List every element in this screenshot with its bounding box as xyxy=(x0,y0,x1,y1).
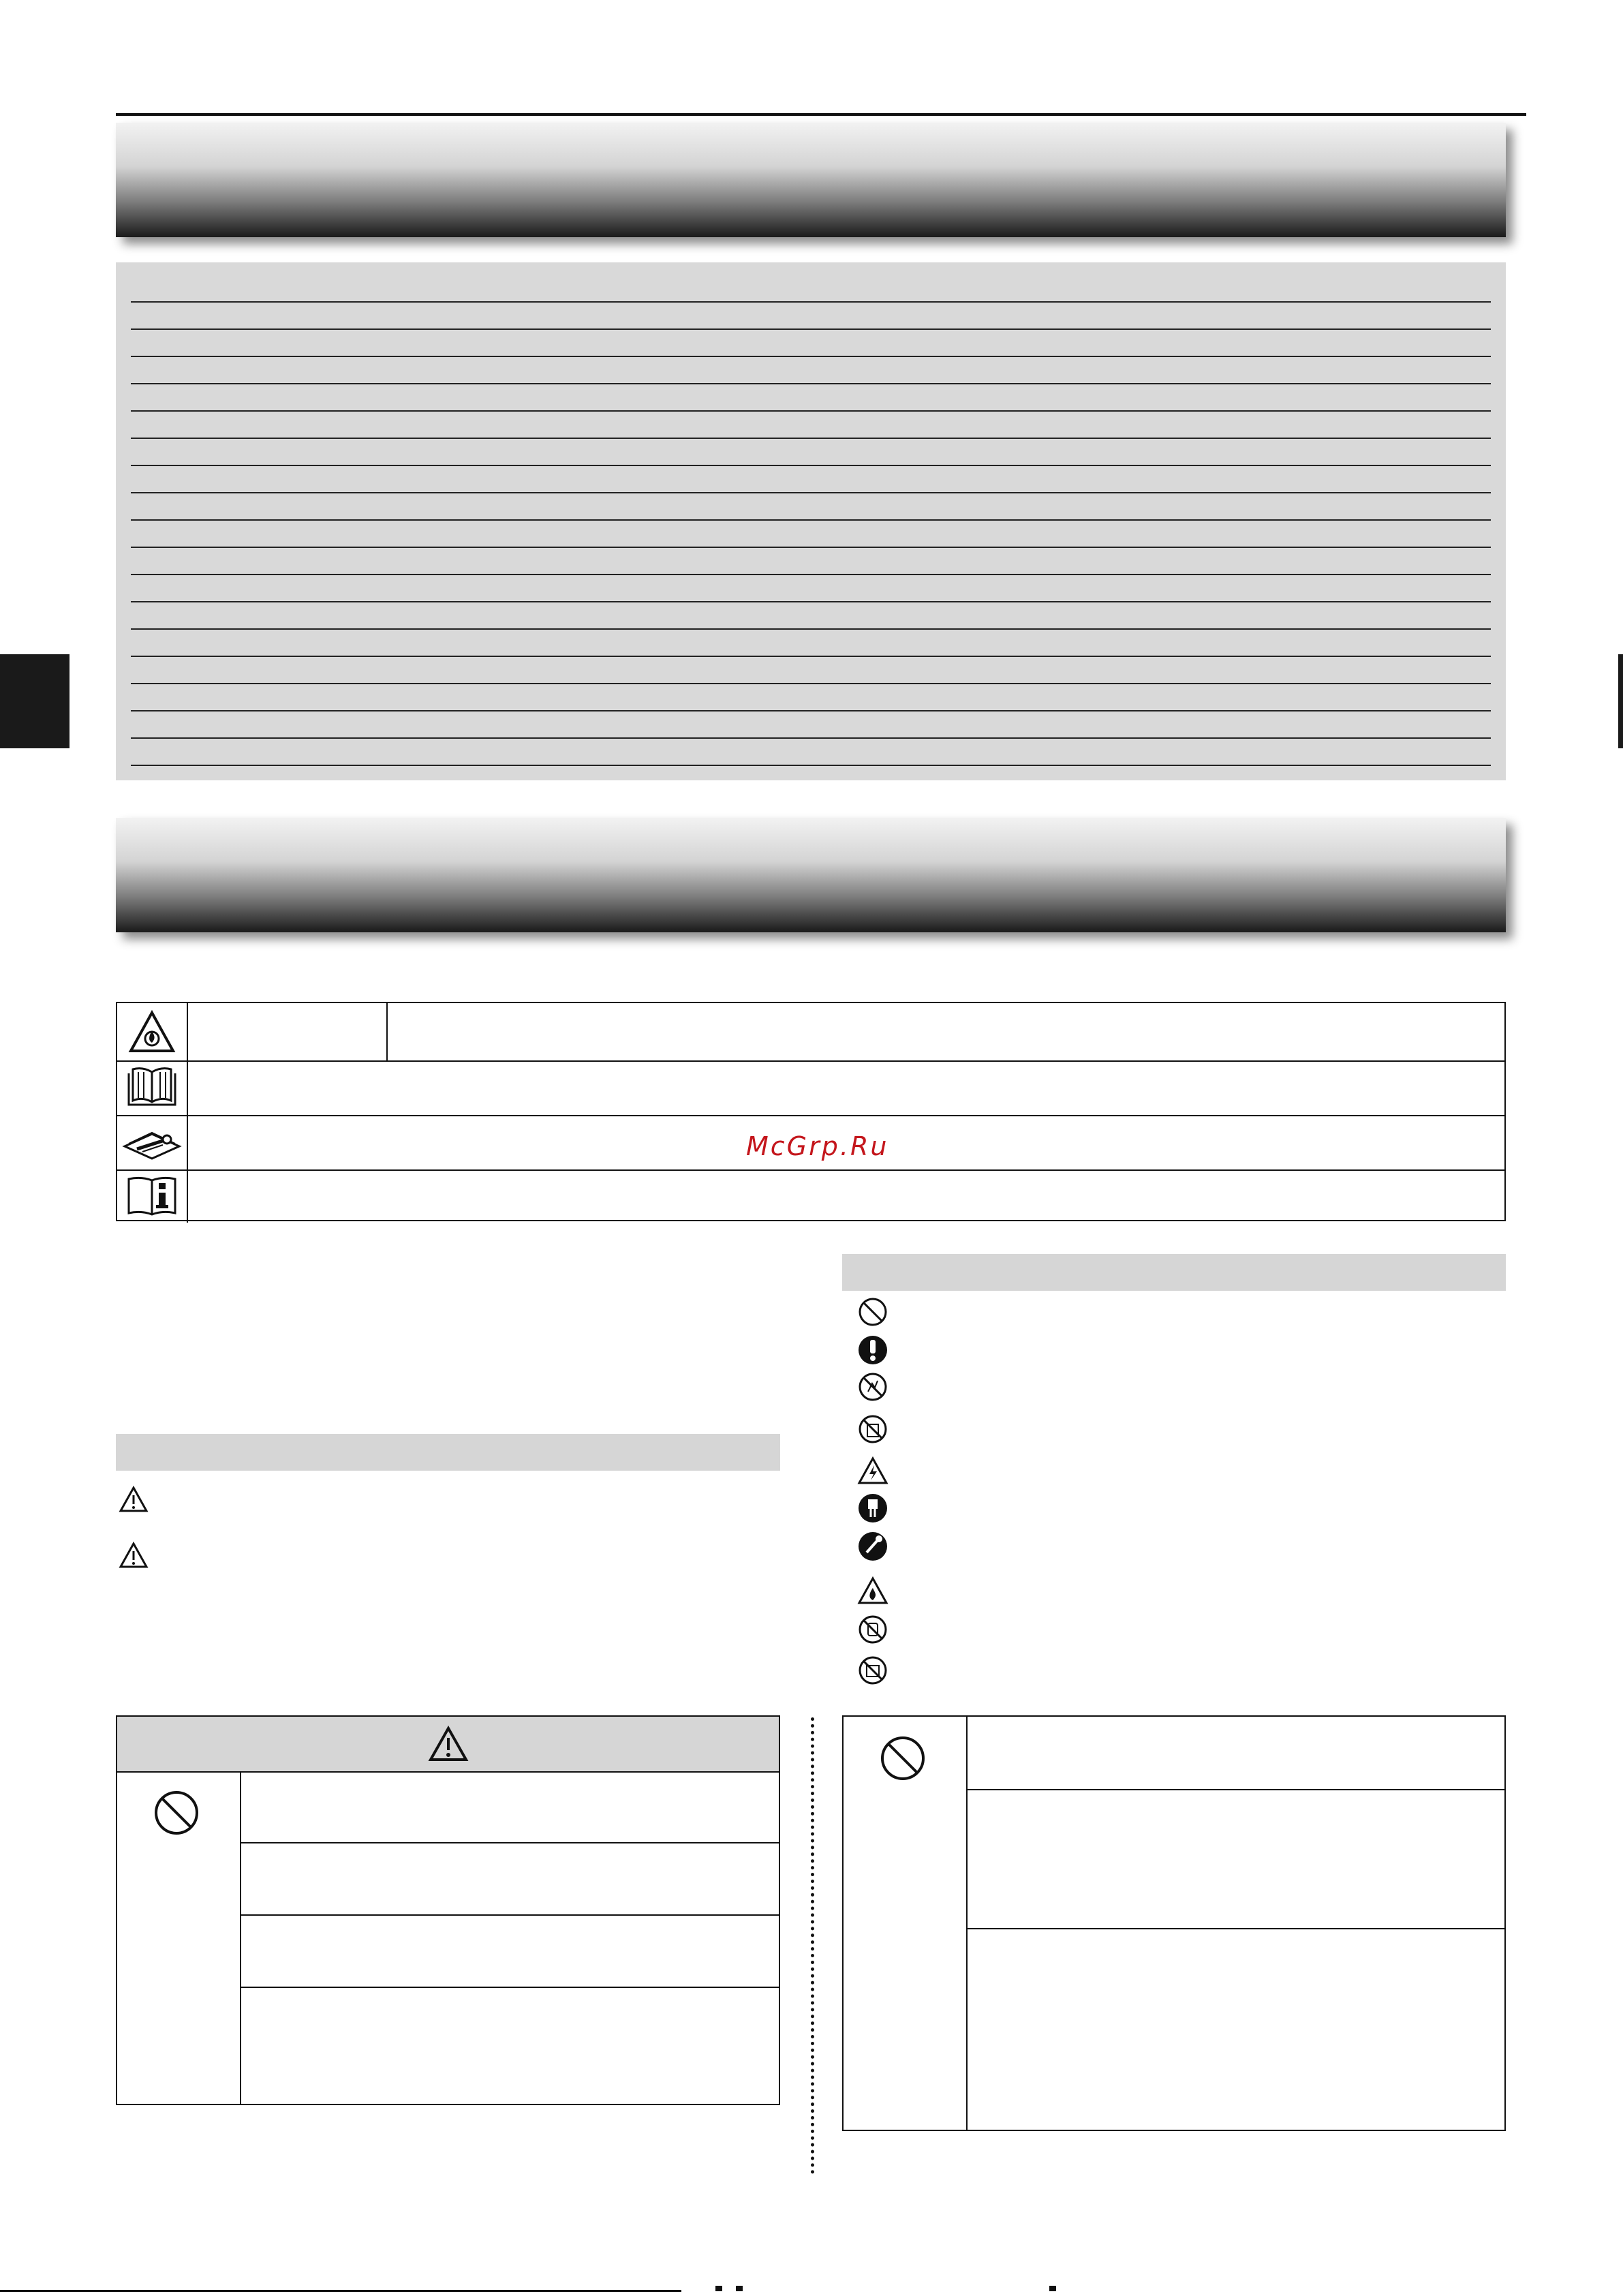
manual-book-icon xyxy=(117,1060,188,1115)
warning-box-left xyxy=(116,1715,780,2105)
warning-item xyxy=(240,1916,779,1988)
information-icon xyxy=(117,1169,188,1223)
warning-icon-column xyxy=(117,1771,241,2104)
safety-banner xyxy=(116,818,1506,932)
contents-line xyxy=(131,356,1491,357)
warning-item xyxy=(966,1790,1504,1929)
contents-line xyxy=(131,683,1491,684)
earth-ground-icon xyxy=(857,1531,888,1562)
footer-mark xyxy=(715,2286,722,2291)
contents-line xyxy=(131,410,1491,412)
section-tab-marker xyxy=(0,654,69,748)
contents-line xyxy=(131,710,1491,711)
contents-line xyxy=(131,601,1491,602)
fire-hazard-icon xyxy=(857,1576,888,1607)
mandatory-icon xyxy=(857,1334,888,1366)
symbol-row-flammable xyxy=(117,1003,1504,1062)
flammable-warning-icon xyxy=(117,1003,188,1060)
no-touch-icon xyxy=(857,1614,888,1645)
symbol-row-information xyxy=(117,1169,1504,1223)
symbol-row-manual xyxy=(117,1060,1504,1116)
contents-line xyxy=(131,547,1491,548)
symbol-meaning-bar xyxy=(116,1434,780,1471)
contents-line xyxy=(131,492,1491,493)
symbols-table xyxy=(116,1002,1506,1221)
contents-line xyxy=(131,383,1491,384)
prohibited-icon xyxy=(857,1296,888,1328)
service-manual-icon xyxy=(117,1115,188,1169)
contents-line xyxy=(131,465,1491,466)
caution-triangle-icon xyxy=(119,1542,149,1569)
contents-line xyxy=(131,574,1491,575)
contents-line xyxy=(131,765,1491,766)
electric-shock-icon xyxy=(857,1456,888,1487)
header-rule xyxy=(116,113,1526,116)
warning-item xyxy=(240,1843,779,1916)
contents-line xyxy=(131,628,1491,630)
prohibited-icon xyxy=(879,1734,927,1782)
prohibited-icon xyxy=(153,1789,200,1837)
contents-line xyxy=(131,737,1491,739)
no-water-icon xyxy=(857,1413,888,1445)
warning-triangle-icon xyxy=(119,1486,149,1513)
footer-mark xyxy=(736,2286,743,2291)
right-edge-marker xyxy=(1618,654,1623,748)
warning-header xyxy=(117,1717,779,1773)
warning-icon-column xyxy=(844,1717,968,2130)
contents-line xyxy=(131,656,1491,657)
contents-banner xyxy=(116,123,1506,237)
icon-legend-bar xyxy=(842,1254,1506,1291)
footer-mark xyxy=(1049,2286,1056,2291)
warning-header-icon xyxy=(428,1726,469,1762)
column-divider xyxy=(386,1003,388,1060)
warning-item xyxy=(240,1771,779,1843)
watermark-text: McGrp.Ru xyxy=(746,1131,889,1161)
footer-rule xyxy=(0,2290,681,2292)
contents-line xyxy=(131,301,1491,303)
contents-line xyxy=(131,519,1491,521)
no-wet-hands-icon xyxy=(857,1371,888,1403)
column-separator xyxy=(811,1717,814,2174)
warning-item xyxy=(966,1717,1504,1790)
warning-box-right xyxy=(842,1715,1506,2131)
contents-panel xyxy=(116,262,1506,780)
contents-line xyxy=(131,328,1491,330)
no-splash-icon xyxy=(857,1655,888,1686)
unplug-icon xyxy=(857,1493,888,1524)
contents-line xyxy=(131,438,1491,439)
